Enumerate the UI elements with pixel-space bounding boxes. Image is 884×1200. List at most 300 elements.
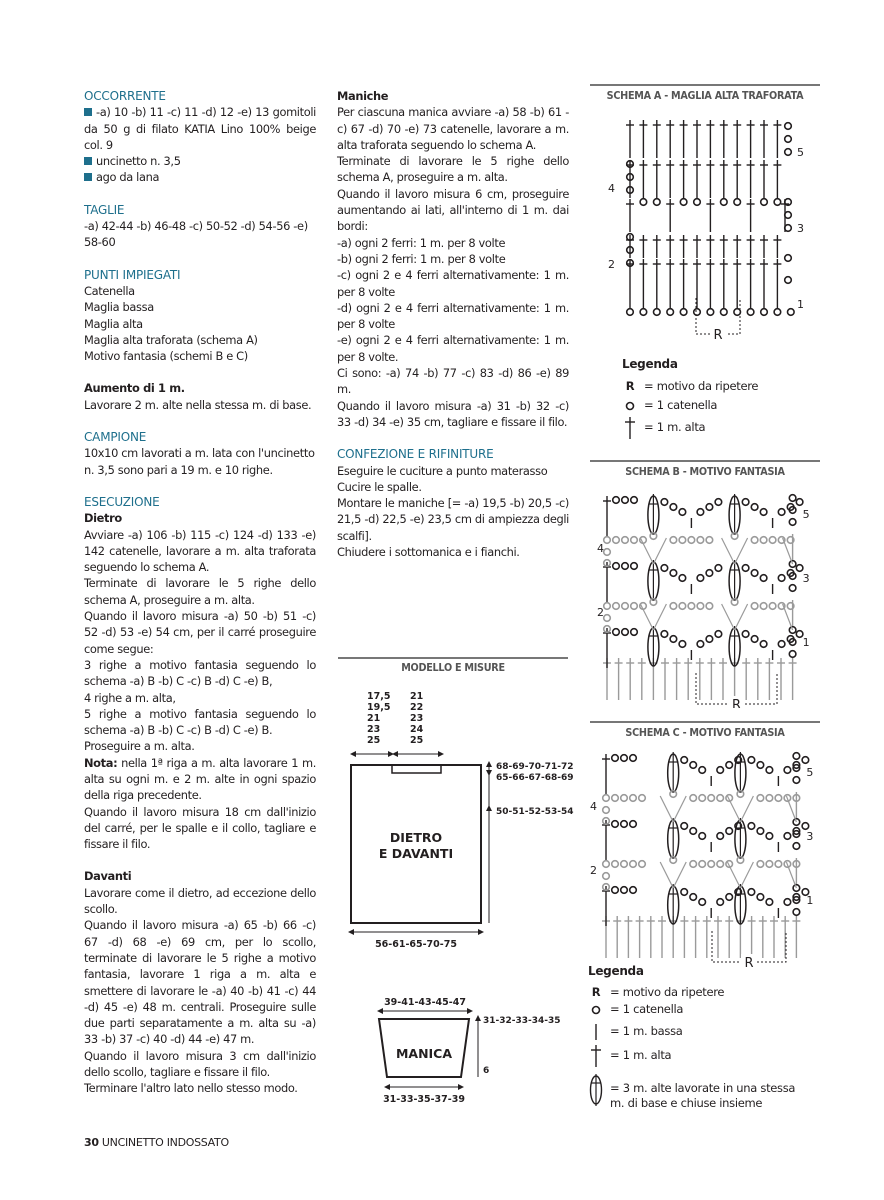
chain-stitch	[670, 504, 677, 511]
chain-stitch	[690, 795, 697, 802]
row-number: 1	[797, 298, 804, 311]
chain-stitch	[717, 833, 724, 840]
chain-stitch	[688, 603, 695, 610]
column-middle	[337, 88, 569, 560]
chain-stitch	[721, 199, 728, 206]
chain-stitch	[717, 861, 724, 868]
maniche-paragraph: Terminate di lavorare le 5 righe dello schema A, proseguire a m. alta.	[337, 154, 569, 185]
chain-stitch	[717, 795, 724, 802]
chain-stitch	[793, 885, 800, 892]
chain-stitch	[717, 899, 724, 906]
row-number: 4	[608, 182, 615, 195]
chain-stitch	[726, 762, 733, 769]
chain-stitch	[751, 504, 758, 511]
sleeve-bottom-width: 31-33-35-37-39	[383, 1094, 465, 1105]
chain-stitch	[802, 757, 809, 764]
chain-stitch	[631, 537, 638, 544]
confezione-paragraph: Eseguire le cuciture a punto materasso	[337, 463, 548, 478]
section-rule	[590, 721, 820, 723]
chain-stitch	[784, 899, 791, 906]
schematic-diagram	[335, 680, 575, 1120]
row-number: 5	[802, 508, 810, 521]
legend-row: = 1 m. alta	[588, 1043, 810, 1067]
occorrente-item: -a) 10 -b) 11 -c) 11 -d) 12 -e) 13 gomitoli da 50 g di filato KATIA Lino 100% beige col. 9	[84, 105, 316, 152]
chain-stitch	[706, 636, 713, 643]
dietro-paragraph: Proseguire a m. alta.	[84, 739, 195, 754]
double-crochet-icon	[588, 1043, 604, 1067]
mesh-dc-left	[640, 538, 653, 564]
sleeve-top-width: 39-41-43-45-47	[384, 997, 466, 1008]
maniche-paragraph: -b) ogni 2 ferri: 1 m. per 8 volte	[337, 251, 506, 266]
chain-stitch	[766, 795, 773, 802]
mesh-dc-right	[735, 604, 748, 630]
chain-stitch	[785, 277, 792, 284]
schema-c-chart	[588, 746, 823, 971]
chain-stitch	[778, 509, 785, 516]
dietro-heading: Dietro	[84, 511, 122, 526]
chain-stitch	[630, 887, 637, 894]
chain-stitch	[680, 309, 687, 316]
page-number: 30	[84, 1136, 99, 1149]
mesh-dc-left	[727, 862, 740, 888]
confezione-paragraph: Cucire le spalle.	[337, 479, 422, 494]
chain-stitch	[603, 807, 610, 814]
maniche-paragraph: -e) ogni 2 e 4 ferri alternativamente: 1 m. per 8 volte.	[337, 333, 569, 364]
magazine-name: UNCINETTO INDOSSATO	[101, 1136, 229, 1149]
chain-stitch	[802, 823, 809, 830]
bullet-square-icon	[84, 157, 92, 165]
schema-a-title: SCHEMA A - MAGLIA ALTA TRAFORATA	[606, 90, 804, 102]
chain-stitch	[622, 563, 629, 570]
dietro-paragraph: 3 righe a motivo fantasia seguendo lo schema -a) B -b) C -c) B -d) C -e) B,	[84, 657, 316, 689]
row-number: 1	[802, 636, 810, 649]
dietro-paragraph: Avviare -a) 106 -b) 115 -c) 124 -d) 133 -e) 142 catenelle, lavorare a m. alta traforata seguendo lo schema A.	[84, 527, 316, 575]
legend-row: R = motivo da ripetere	[622, 377, 758, 396]
dietro-nota: Nota: nella 1ª riga a m. alta lavorare 1 m. alta su ogni m. e 2 m. alte in ogni spazio della riga precedente.	[84, 755, 316, 803]
chain-stitch	[681, 757, 688, 764]
repeat-label: R	[713, 328, 723, 343]
section-rule	[338, 657, 568, 659]
mesh-dc-end	[786, 862, 796, 888]
maniche-paragraph: -d) ogni 2 e 4 ferri alternativamente: 1 m. per 8 volte	[337, 300, 569, 332]
chain-stitch	[613, 563, 620, 570]
chain-stitch	[699, 767, 706, 774]
mesh-dc-right	[735, 538, 748, 564]
chain-stitch	[661, 631, 668, 638]
chain-stitch	[757, 762, 764, 769]
chain-stitch	[748, 757, 755, 764]
chain-stitch	[793, 777, 800, 784]
punti-item: Motivo fantasia (schemi B e C)	[84, 349, 248, 364]
chain-stitch	[690, 762, 697, 769]
maniche-paragraph: Ci sono: -a) 74 -b) 77 -c) 83 -d) 86 -e) 89 m.	[337, 366, 569, 397]
sleeve-label: MANICA	[395, 1046, 453, 1061]
mesh-dc-right	[673, 796, 686, 822]
chain-stitch	[742, 631, 749, 638]
occorrente-item: uncinetto n. 3,5	[84, 153, 316, 169]
schema-b-title: SCHEMA B - MOTIVO FANTASIA	[625, 466, 785, 478]
chain-stitch	[654, 309, 661, 316]
chain-stitch	[661, 499, 668, 506]
chain-stitch	[690, 861, 697, 868]
taglie-heading: TAGLIE	[84, 202, 125, 217]
chain-stitch	[774, 199, 781, 206]
dietro-paragraph: 4 righe a m. alta,	[84, 690, 176, 705]
chain-stitch	[757, 861, 764, 868]
neck-value: 23	[410, 713, 424, 724]
chain-stitch	[604, 537, 611, 544]
mesh-dc-left	[722, 538, 735, 564]
chain-stitch	[785, 255, 792, 262]
chain-stitch	[621, 887, 628, 894]
maniche-paragraph: -c) ogni 2 e 4 ferri alternativamente: 1 m. per 8 volte	[337, 268, 569, 299]
dietro-end: Quando il lavoro misura 18 cm dall'inizio del carré, per le spalle e il collo, tagliare e fissare il filo.	[84, 804, 316, 852]
mesh-dc-left	[727, 796, 740, 822]
neck-measures	[410, 691, 424, 746]
chain-stitch	[622, 629, 629, 636]
chain-stitch	[699, 861, 706, 868]
chain-stitch	[630, 821, 637, 828]
chain-stitch	[761, 199, 768, 206]
mesh-dc-left	[660, 796, 673, 822]
maniche-paragraph: Quando il lavoro misura 6 cm, proseguire aumentando ai lati, all'interno di 1 m. dai bordi:	[337, 186, 569, 234]
neck-value: 21	[410, 691, 424, 702]
chain-stitch	[699, 833, 706, 840]
chain-stitch	[766, 767, 773, 774]
neck-value: 22	[410, 702, 424, 713]
chain-stitch	[670, 537, 677, 544]
chain-stitch	[785, 136, 792, 143]
maniche-paragraph: -a) ogni 2 ferri: 1 m. per 8 volte	[337, 235, 506, 250]
chain-stitch	[793, 843, 800, 850]
campione-text: 10x10 cm lavorati a m. lata con l'uncinetto n. 3,5 sono pari a 19 m. e 10 righe.	[84, 446, 315, 477]
height-total: 68-69-70-71-72	[496, 762, 574, 772]
sleeve-cuff: 6	[483, 1066, 490, 1076]
mesh-dc-right	[740, 796, 753, 822]
chain-stitch	[604, 615, 611, 622]
row-number: 4	[590, 800, 597, 813]
chain-stitch	[630, 755, 637, 762]
davanti-paragraph: Terminare l'altro lato nello stesso modo.	[84, 1081, 298, 1096]
chain-stitch	[640, 309, 647, 316]
chain-stitch	[604, 603, 611, 610]
chain-stitch	[766, 899, 773, 906]
confezione-paragraph: Chiudere i sottomanica e i fianchi.	[337, 545, 520, 560]
chain-stitch	[697, 537, 704, 544]
chain-stitch	[775, 795, 782, 802]
confezione-paragraph: Montare le maniche [= -a) 19,5 -b) 20,5 -c) 21,5 -d) 22,5 -e) 23,5 cm di ampiezza degli scalfi].	[337, 496, 569, 543]
chain-stitch	[769, 537, 776, 544]
chain-stitch	[789, 651, 796, 658]
chain-stitch	[603, 861, 610, 868]
chain-stitch	[793, 819, 800, 826]
chain-stitch	[613, 629, 620, 636]
page-footer	[84, 1136, 229, 1149]
chain-stitch	[631, 603, 638, 610]
davanti-paragraph: Lavorare come il dietro, ad eccezione dello scollo.	[84, 885, 316, 917]
chain-stitch	[612, 755, 619, 762]
chain-stitch	[681, 889, 688, 896]
maniche-paragraph: Per ciascuna manica avviare -a) 58 -b) 61 -c) 67 -d) 70 -e) 73 catenelle, lavorare a m. alta traforata seguendo lo schema A.	[337, 105, 569, 152]
chain-stitch	[785, 149, 792, 156]
davanti-paragraph: Quando il lavoro misura 3 cm dall'inizio dello scollo, tagliare e fissare il filo.	[84, 1048, 316, 1080]
row-number: 4	[597, 542, 604, 555]
punti-heading: PUNTI IMPIEGATI	[84, 267, 181, 282]
sleeve-height: 31-32-33-34-35	[483, 1016, 561, 1026]
aumento-text: Lavorare 2 m. alte nella stessa m. di base.	[84, 397, 312, 412]
chain-stitch	[706, 504, 713, 511]
chain-stitch	[742, 565, 749, 572]
cluster-icon	[588, 1073, 604, 1107]
chain-stitch	[778, 641, 785, 648]
chain-stitch	[726, 828, 733, 835]
neck-value: 24	[410, 724, 424, 735]
chain-stitch	[679, 509, 686, 516]
chain-stitch	[621, 821, 628, 828]
occorrente-heading: OCCORRENTE	[84, 89, 166, 103]
chain-stitch	[622, 537, 629, 544]
body-label: E DAVANTI	[378, 846, 454, 861]
chain-stitch	[747, 309, 754, 316]
aumento-heading: Aumento di 1 m.	[84, 381, 185, 396]
row-number: 2	[608, 258, 615, 271]
chain-stitch	[612, 795, 619, 802]
chain-stitch	[751, 537, 758, 544]
chain-stitch	[757, 795, 764, 802]
chain-stitch	[679, 537, 686, 544]
chain-stitch	[785, 123, 792, 130]
esecuzione-heading: ESECUZIONE	[84, 494, 160, 509]
mesh-dc-left	[640, 604, 653, 630]
legend-row: R = motivo da ripetere	[588, 984, 810, 1001]
bullet-square-icon	[84, 108, 92, 116]
chain-stitch	[721, 309, 728, 316]
chain-stitch	[639, 861, 646, 868]
chain-stitch	[760, 575, 767, 582]
chain-stitch	[670, 570, 677, 577]
chain-stitch	[699, 795, 706, 802]
row-number: 2	[590, 864, 597, 877]
body-label: DIETRO	[389, 830, 443, 845]
chain-stitch	[622, 603, 629, 610]
chain-stitch	[654, 199, 661, 206]
chain-stitch	[680, 199, 687, 206]
punti-item: Maglia alta traforata (schema A)	[84, 332, 258, 347]
chain-stitch	[748, 889, 755, 896]
punti-item: Maglia bassa	[84, 300, 154, 315]
chain-stitch	[761, 309, 768, 316]
schema-c-title: SCHEMA C - MOTIVO FANTASIA	[625, 727, 785, 739]
chain-stitch	[757, 828, 764, 835]
dietro-paragraph: Quando il lavoro misura -a) 50 -b) 51 -c) 52 -d) 53 -e) 54 cm, per il carré proseguire come segue:	[84, 609, 316, 656]
occorrente-item: ago da lana	[84, 169, 316, 185]
single-crochet-icon	[588, 1023, 604, 1041]
chain-circle-icon	[622, 401, 638, 411]
body-width: 56-61-65-70-75	[375, 939, 457, 950]
chain-stitch	[784, 767, 791, 774]
chain-stitch	[630, 795, 637, 802]
legend-row: = 1 catenella	[622, 396, 758, 415]
maniche-paragraph: Quando il lavoro misura -a) 31 -b) 32 -c) 33 -d) 34 -e) 35 cm, tagliare e fissare il filo.	[337, 398, 569, 429]
chain-stitch	[679, 603, 686, 610]
chain-stitch	[631, 563, 638, 570]
chain-stitch	[667, 309, 674, 316]
section-rule	[590, 460, 820, 462]
chain-stitch	[681, 823, 688, 830]
campione-heading: CAMPIONE	[84, 430, 147, 445]
chain-stitch	[742, 499, 749, 506]
row-number: 5	[806, 766, 814, 779]
chain-stitch	[760, 603, 767, 610]
chain-stitch	[760, 509, 767, 516]
chain-stitch	[748, 823, 755, 830]
chain-stitch	[789, 519, 796, 526]
chain-stitch	[697, 509, 704, 516]
chain-stitch	[612, 887, 619, 894]
chain-stitch	[707, 309, 714, 316]
bullet-square-icon	[84, 173, 92, 181]
chain-stitch	[784, 833, 791, 840]
legend-c	[588, 962, 810, 1111]
row-number: 1	[806, 894, 814, 907]
shoulder-measures	[367, 691, 390, 746]
legend-row: = 3 m. alte lavorate in una stessa m. di base e chiuse insieme	[588, 1073, 810, 1111]
mesh-dc-right	[653, 538, 666, 564]
chain-stitch	[715, 631, 722, 638]
davanti-paragraph: Quando il lavoro misura -a) 65 -b) 66 -c) 67 -d) 68 -e) 69 cm, per lo scollo, terminate di lavorare le 5 righe a motivo fantasia, lavorare 1 riga a m. alta e smettere di lavorare le -a) 40 -b) 41 -c) 44 -d) 45 -e) 48 m. centrali. Proseguire sulle due parti separatamente a m. alta su -a) 33 -b) 37 -c) 40 -d) 44 -e) 47 m.	[84, 918, 316, 1047]
davanti-heading: Davanti	[84, 869, 132, 884]
repeat-r-icon: R	[591, 985, 601, 999]
chain-stitch	[603, 873, 610, 880]
chain-stitch	[630, 861, 637, 868]
punti-item: Maglia alta	[84, 316, 143, 331]
chain-stitch	[760, 641, 767, 648]
chain-stitch	[789, 495, 796, 502]
neck-value: 25	[410, 735, 424, 746]
shoulder-value: 25	[367, 735, 381, 746]
shoulder-value: 19,5	[367, 702, 391, 713]
confezione-heading: CONFEZIONE E RIFINITURE	[337, 447, 494, 462]
schema-b-chart	[595, 488, 820, 708]
chain-stitch	[734, 199, 741, 206]
chain-stitch	[621, 755, 628, 762]
shoulder-value: 21	[367, 713, 381, 724]
chain-stitch	[694, 199, 701, 206]
chain-stitch	[788, 309, 795, 316]
legend-row: = 1 m. alta	[622, 415, 758, 439]
maniche-heading: Maniche	[337, 89, 389, 103]
chain-stitch	[670, 603, 677, 610]
chain-stitch	[766, 861, 773, 868]
chain-stitch	[661, 565, 668, 572]
chain-stitch	[796, 565, 803, 572]
mesh-dc-right	[653, 604, 666, 630]
legend-a	[622, 355, 758, 439]
chain-stitch	[769, 603, 776, 610]
chain-stitch	[612, 861, 619, 868]
chain-stitch	[766, 833, 773, 840]
chain-stitch	[708, 861, 715, 868]
chain-stitch	[679, 575, 686, 582]
chain-stitch	[796, 499, 803, 506]
legend-title: Legenda	[588, 964, 644, 978]
chain-stitch	[751, 636, 758, 643]
row-number: 3	[797, 222, 804, 235]
chain-stitch	[603, 795, 610, 802]
chain-stitch	[706, 603, 713, 610]
legend-row: = 1 m. bassa	[588, 1022, 810, 1041]
chain-stitch	[612, 821, 619, 828]
dietro-paragraph: 5 righe a motivo fantasia seguendo lo schema -a) B -b) C -c) B -d) C -e) B.	[84, 706, 316, 738]
repeat-r-icon: R	[625, 379, 635, 393]
row-number: 2	[597, 606, 604, 619]
chain-stitch	[774, 309, 781, 316]
chain-stitch	[697, 575, 704, 582]
chain-stitch	[670, 636, 677, 643]
chain-stitch	[679, 641, 686, 648]
chain-stitch	[621, 795, 628, 802]
chain-stitch	[622, 497, 629, 504]
chain-stitch	[613, 497, 620, 504]
chain-stitch	[631, 629, 638, 636]
shoulder-value: 23	[367, 724, 381, 735]
chain-stitch	[775, 861, 782, 868]
chain-stitch	[726, 894, 733, 901]
chain-stitch	[706, 570, 713, 577]
chain-stitch	[627, 309, 634, 316]
chain-stitch	[631, 497, 638, 504]
chain-stitch	[690, 894, 697, 901]
chain-stitch	[694, 309, 701, 316]
row-number: 3	[806, 830, 814, 843]
chain-stitch	[604, 549, 611, 556]
repeat-label: R	[731, 698, 742, 708]
mesh-dc-end	[786, 796, 796, 822]
chain-stitch	[789, 585, 796, 592]
legend-title: Legenda	[622, 357, 678, 371]
chain-stitch	[690, 828, 697, 835]
section-rule	[590, 84, 820, 86]
mesh-dc-right	[673, 862, 686, 888]
row-number: 5	[797, 146, 804, 159]
mesh-dc-left	[722, 604, 735, 630]
mesh-dc-right	[740, 862, 753, 888]
chain-stitch	[697, 641, 704, 648]
shoulder-value: 17,5	[367, 691, 391, 702]
chain-stitch	[751, 570, 758, 577]
chain-stitch	[640, 199, 647, 206]
taglie-text: -a) 42-44 -b) 46-48 -c) 50-52 -d) 54-56 -e) 58-60	[84, 219, 308, 250]
mesh-dc-left	[660, 862, 673, 888]
chain-stitch	[793, 753, 800, 760]
column-left	[84, 88, 316, 1097]
chain-stitch	[751, 603, 758, 610]
chain-stitch	[613, 537, 620, 544]
chain-stitch	[715, 499, 722, 506]
chain-stitch	[757, 894, 764, 901]
chain-stitch	[697, 603, 704, 610]
chain-stitch	[778, 575, 785, 582]
punti-item: Catenella	[84, 283, 135, 298]
repeat-label: R	[744, 956, 754, 971]
chain-stitch	[793, 909, 800, 916]
chain-stitch	[717, 767, 724, 774]
chain-circle-icon	[588, 1005, 604, 1015]
height-neck: 65-66-67-68-69	[496, 773, 574, 783]
legend-row: = 1 catenella	[588, 1001, 810, 1018]
chain-stitch	[715, 565, 722, 572]
modello-title: MODELLO E MISURE	[401, 662, 505, 674]
